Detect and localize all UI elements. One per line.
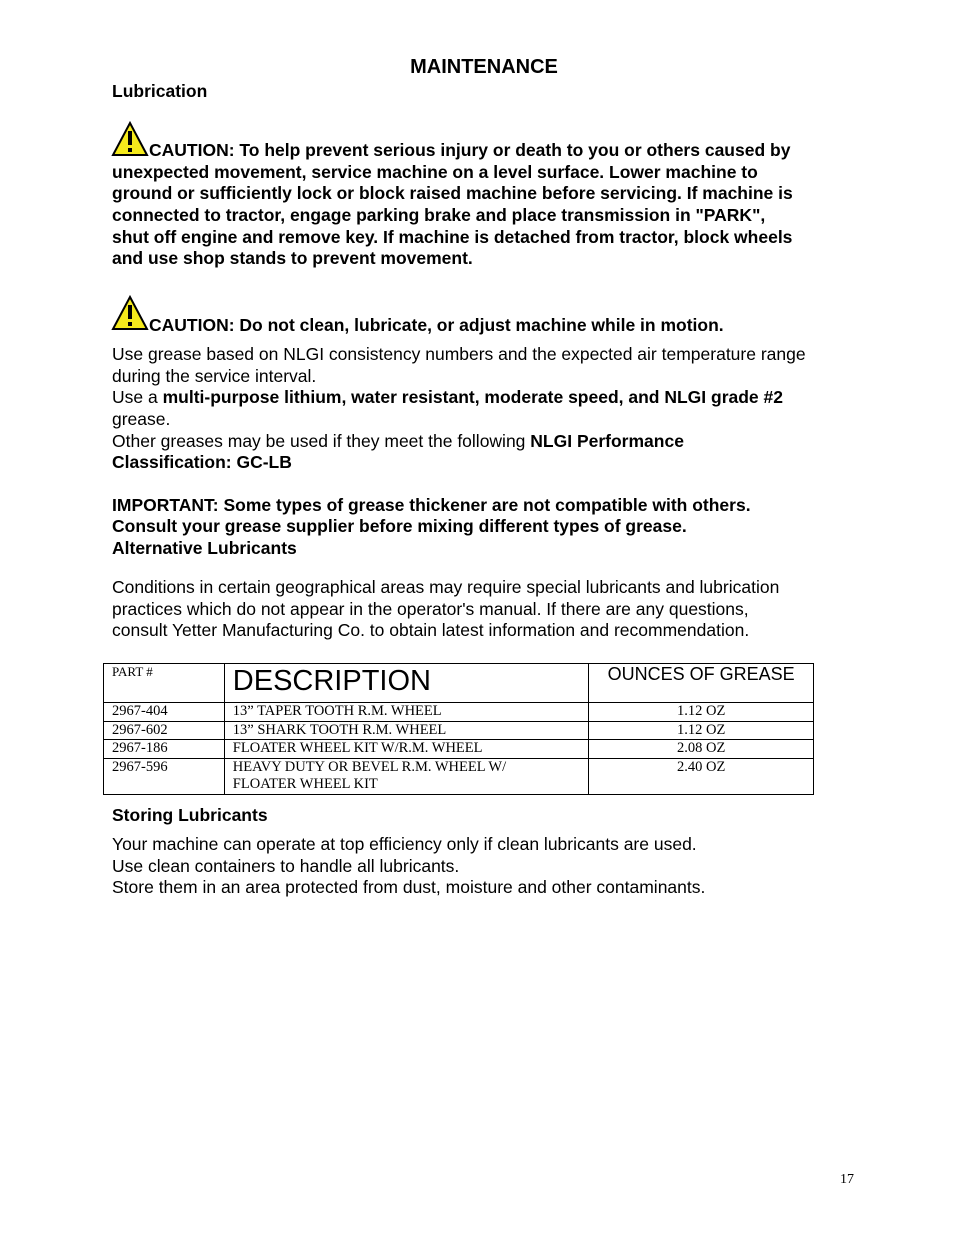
storing-line-2: Use clean containers to handle all lubricants. [112,856,460,876]
part-cell: 2967-596 [104,758,225,794]
desc-line-2: FLOATER WHEEL KIT [232,776,378,792]
header-description: DESCRIPTION [224,664,589,703]
desc-line-1: HEAVY DUTY OR BEVEL R.M. WHEEL W/ [232,758,507,775]
grease-spec-prefix: Use a [112,387,163,407]
alternative-lubricants-heading: Alternative Lubricants [112,538,297,558]
alt-line-2: practices which do not appear in the operator's manual. If there are any questions, [112,599,749,619]
table-row [104,703,814,722]
table-row [104,740,814,759]
grease-paragraph-line-2: during the service interval. [112,366,317,386]
grease-table [103,663,814,795]
table-row [104,721,814,740]
desc-cell [224,758,589,794]
oz-cell: 1.12 OZ [589,721,814,740]
caution-1-line-6: and use shop stands to prevent movement. [112,248,473,268]
header-part: PART # [104,664,225,703]
nlgi-performance: NLGI Performance [530,431,684,451]
grease-paragraph-line-1: Use grease based on NLGI consistency numbers and the expected air temperature range [112,344,806,364]
storing-lubricants-heading: Storing Lubricants [112,805,268,825]
desc-cell: FLOATER WHEEL KIT W/R.M. WHEEL [224,740,589,759]
caution-1-line-3: ground or sufficiently lock or block raised machine before servicing. If machine is [112,183,793,203]
other-greases-prefix: Other greases may be used if they meet the following [112,431,531,451]
oz-cell: 1.12 OZ [589,703,814,722]
grease-spec-line-2: grease. [112,409,171,429]
desc-cell: 13” SHARK TOOTH R.M. WHEEL [224,721,589,740]
grease-spec-bold: multi-purpose lithium, water resistant, moderate speed, and NLGI grade #2 [162,387,783,407]
caution-1-line-2: unexpected movement, service machine on a level surface. Lower machine to [112,162,758,182]
part-cell: 2967-404 [104,703,225,722]
table-header-row [104,664,814,703]
classification: Classification: GC-LB [112,452,292,472]
storing-line-1: Your machine can operate at top efficiency only if clean lubricants are used. [112,834,697,854]
caution-1-line-1: CAUTION: To help prevent serious injury or death to you or others caused by [149,140,791,160]
oz-cell: 2.08 OZ [589,740,814,759]
table-row [104,758,814,794]
important-line-2: Consult your grease supplier before mixing different types of grease. [112,516,687,536]
alt-line-1: Conditions in certain geographical areas may require special lubricants and lubrication [112,577,780,597]
alt-line-3: consult Yetter Manufacturing Co. to obtain latest information and recommendation. [112,620,750,640]
desc-cell: 13” TAPER TOOTH R.M. WHEEL [224,703,589,722]
part-cell: 2967-186 [104,740,225,759]
storing-line-3: Store them in an area protected from dust, moisture and other contaminants. [112,877,706,897]
part-cell: 2967-602 [104,721,225,740]
lubrication-heading: Lubrication [112,81,208,101]
important-line-1: IMPORTANT: Some types of grease thickener are not compatible with others. [112,495,751,515]
caution-1-line-4: connected to tractor, engage parking brake and place transmission in "PARK", [112,205,766,225]
page-title: MAINTENANCE [410,56,558,78]
header-ounces: OUNCES OF GREASE [589,664,814,703]
oz-cell: 2.40 OZ [589,758,814,794]
grease-spec-line-1 [112,387,872,409]
caution-2: CAUTION: Do not clean, lubricate, or adjust machine while in motion. [149,315,724,335]
other-greases-line-1 [112,431,872,453]
warning-triangle-icon [111,121,149,157]
page-number: 17 [840,1172,854,1187]
warning-triangle-icon [111,295,149,331]
caution-1-line-5: shut off engine and remove key. If machine is detached from tractor, block wheels [112,227,793,247]
